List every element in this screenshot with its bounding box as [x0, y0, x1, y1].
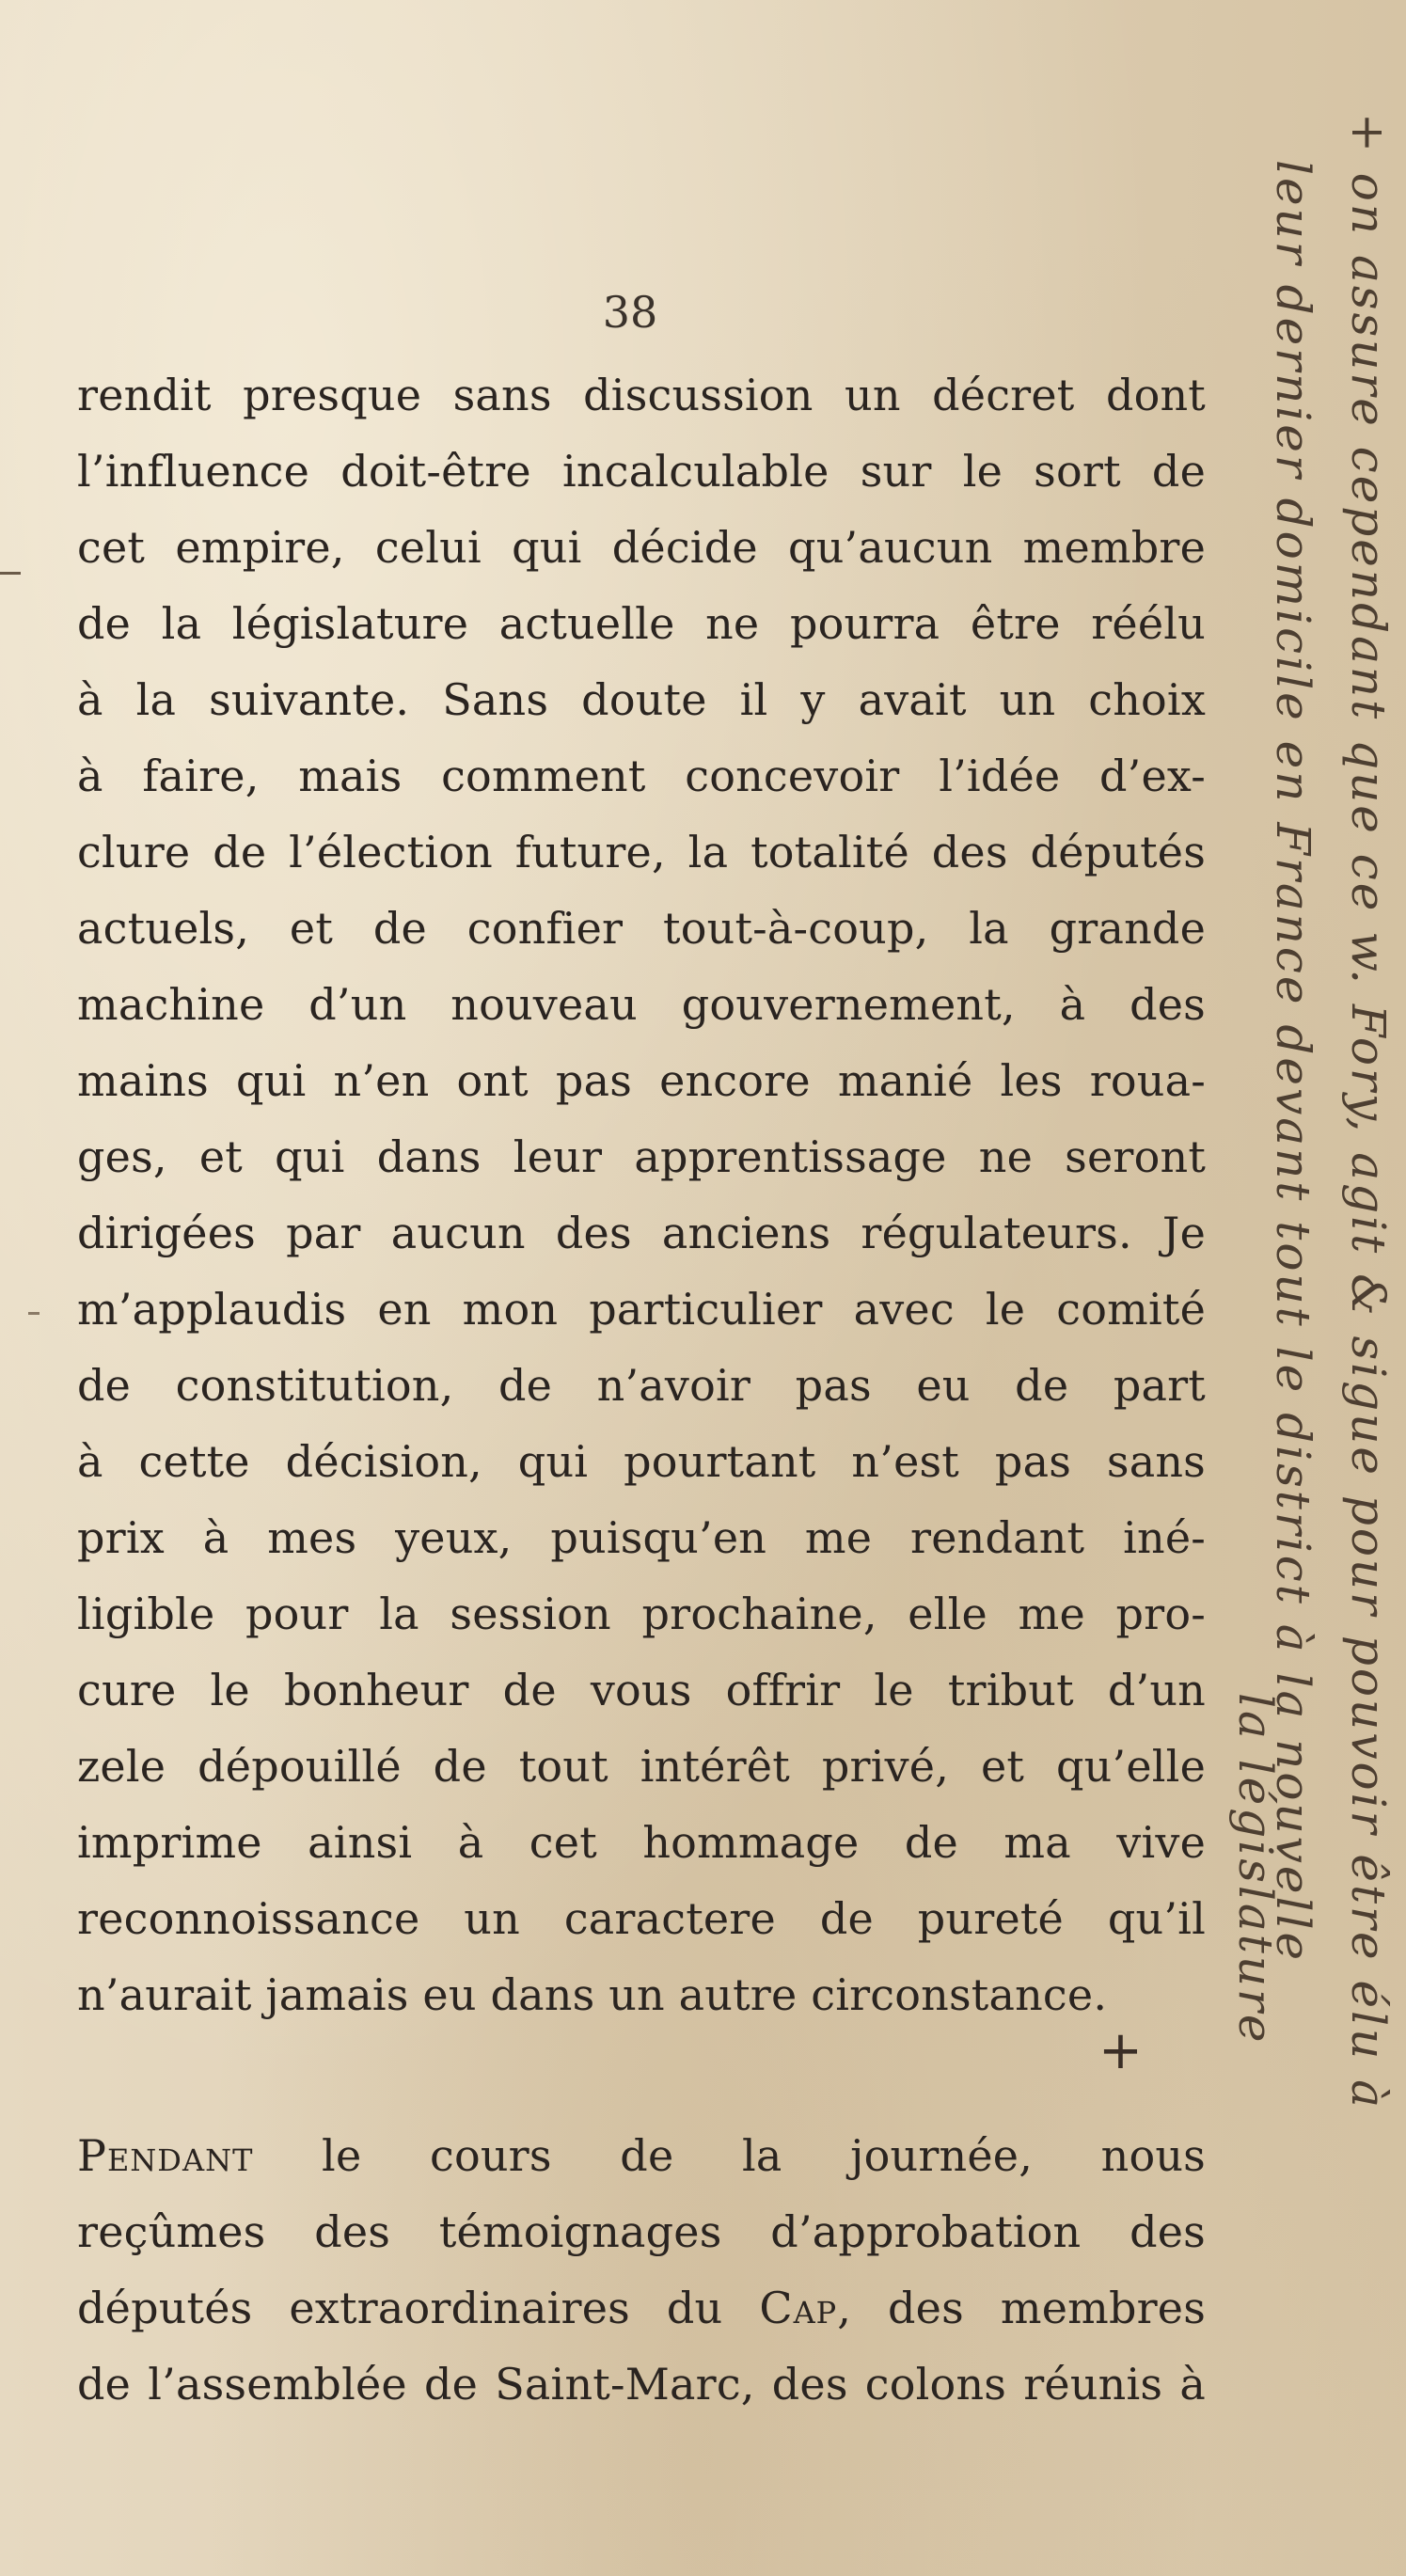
- text-line: rendit presque sans discussion un décret dont: [77, 370, 1206, 420]
- text-line: machine d’un nouveau gouvernement, à des: [77, 979, 1206, 1030]
- text-line: imprime ainsi à cet hommage de ma vive: [77, 1817, 1206, 1868]
- margin-note-line: leur dernier domicile en France devant tout le district à la nouvelle: [1266, 160, 1320, 1964]
- handwritten-margin-note: [1227, 94, 1401, 2539]
- text-line: [77, 2270, 1206, 2347]
- text-line: à la suivante. Sans doute il y avait un choix: [77, 674, 1206, 725]
- text-line: mains qui n’en ont pas encore manié les roua-: [77, 1055, 1206, 1106]
- text-line: de constitution, de n’avoir pas eu de part: [77, 1360, 1206, 1411]
- margin-tick: [0, 572, 21, 575]
- text-line: clure de l’élection future, la totalité des députés: [77, 827, 1206, 877]
- margin-note-line: + on assure cependant que ce w. Fory, agit & sigue pour pouvoir être élu à: [1341, 113, 1396, 2110]
- text-line: zele dépouillé de tout intérêt privé, et qu’elle: [77, 1741, 1206, 1792]
- text-line: ligible pour la session prochaine, elle me pro-: [77, 1588, 1206, 1639]
- text-line: actuels, et de confier tout-à-coup, la grande: [77, 903, 1206, 954]
- text-line: de la législature actuelle ne pourra être réélu: [77, 598, 1206, 649]
- body-text: [77, 357, 1206, 2423]
- text-line: ges, et qui dans leur apprentissage ne seront: [77, 1131, 1206, 1182]
- place-name: Cap: [759, 2283, 838, 2333]
- margin-tick: [28, 1312, 39, 1315]
- text-line: [77, 2118, 1206, 2194]
- margin-note-line: la législature: [1228, 1693, 1283, 2046]
- text-fragment: , des membres: [837, 2283, 1207, 2333]
- page-number: 38: [602, 287, 658, 338]
- text-line: à faire, mais comment concevoir l’idée d’ex-: [77, 751, 1206, 801]
- text-fragment: le cours de la journée, nous: [253, 2130, 1206, 2181]
- text-fragment: députés extraordinaires du: [77, 2283, 760, 2333]
- cross-mark: +: [1098, 2020, 1143, 2081]
- text-line: cet empire, celui qui décide qu’aucun membre: [77, 522, 1206, 573]
- paragraph-initial-word: Pendant: [77, 2130, 254, 2181]
- text-line: dirigées par aucun des anciens régulateurs. Je: [77, 1208, 1206, 1258]
- text-line: m’applaudis en mon particulier avec le comité: [77, 1284, 1206, 1335]
- text-line: de l’assemblée de Saint-Marc, des colons réunis à: [77, 2359, 1206, 2410]
- text-line: n’aurait jamais eu dans un autre circonstance.: [77, 1969, 1108, 2020]
- text-line: reconnoissance un caractere de pureté qu’il: [77, 1893, 1206, 1944]
- text-line: cure le bonheur de vous offrir le tribut d’un: [77, 1665, 1206, 1715]
- text-line: reçûmes des témoignages d’approbation des: [77, 2206, 1206, 2257]
- text-line: prix à mes yeux, puisqu’en me rendant iné-: [77, 1512, 1206, 1563]
- text-line: à cette décision, qui pourtant n’est pas sans: [77, 1436, 1206, 1487]
- text-line: l’influence doit-être incalculable sur le sort de: [77, 446, 1206, 497]
